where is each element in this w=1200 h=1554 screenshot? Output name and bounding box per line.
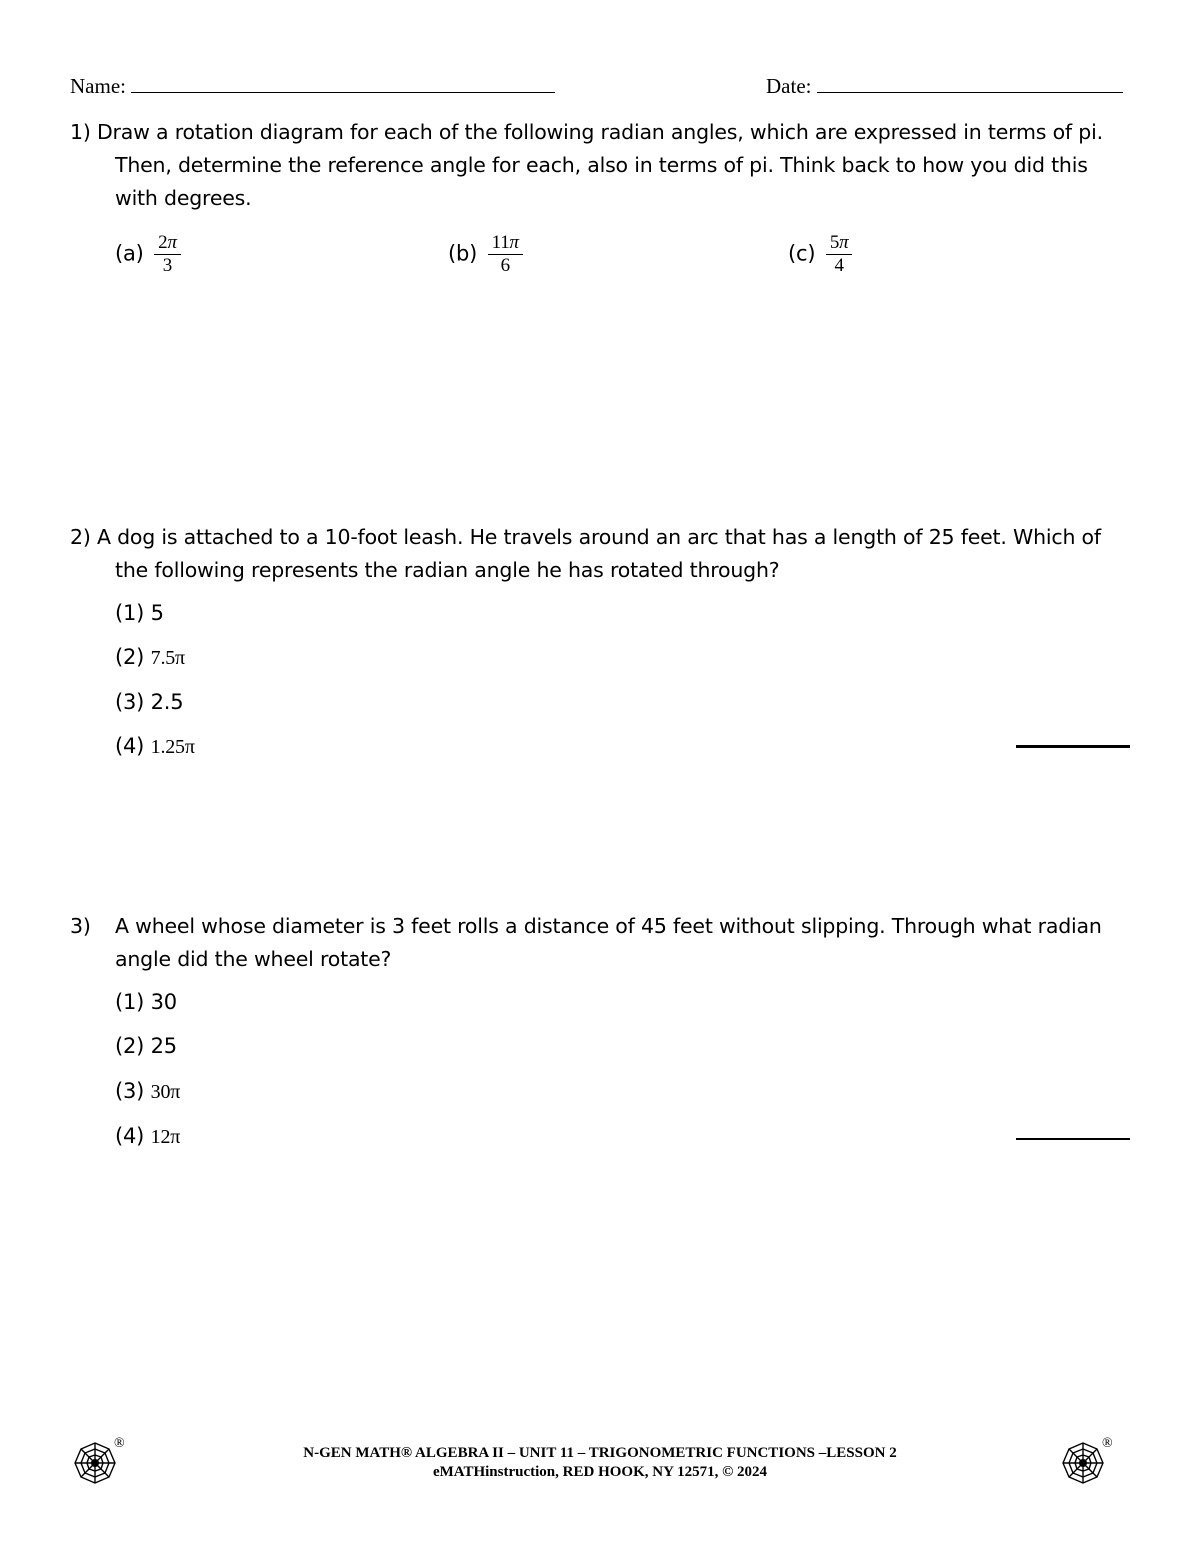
footer-line-2: eMATHinstruction, RED HOOK, NY 12571, © 2024	[432, 1464, 768, 1480]
part-c-label: (c)	[788, 241, 816, 266]
fraction-5pi-over-4: $\frac{5\pi}{4}$	[826, 232, 853, 277]
date-field[interactable]	[766, 74, 1123, 99]
question-1-number: 1)	[70, 120, 91, 144]
name-label: Name:	[70, 74, 126, 98]
question-3-number: 3)	[70, 914, 91, 938]
question-1-text: Draw a rotation diagram for each of the following radian angles, which are expressed in terms of pi. Then, determine the reference angle for each, also in terms of pi. Think back to how you did this with degrees.	[96, 120, 1103, 210]
q2-option-3[interactable]: (3) 2.5	[115, 690, 184, 714]
part-b	[448, 232, 523, 277]
footer	[0, 1444, 1200, 1482]
q2-answer-line[interactable]	[1016, 745, 1130, 748]
q2-option-1[interactable]: (1) 5	[115, 601, 164, 625]
q3-option-2[interactable]: (2) 25	[115, 1034, 177, 1058]
q2-option-4[interactable]: (4) 1.25π	[115, 734, 195, 758]
q3-option-1[interactable]: (1) 30	[115, 990, 177, 1014]
question-2-text: A dog is attached to a 10-foot leash. He travels around an arc that has a length of 25 feet. Which of the following represents the radian angle he has rotated through?	[96, 525, 1101, 582]
web-logo-icon	[72, 1440, 118, 1486]
part-c	[788, 232, 852, 277]
q3-option-3[interactable]: (3) 30π	[115, 1079, 181, 1103]
name-line[interactable]	[131, 76, 555, 93]
left-web-logo	[72, 1436, 125, 1490]
part-a	[115, 232, 181, 277]
fraction-11pi-over-6: $\frac{11\pi}{6}$	[488, 232, 523, 277]
question-2-number: 2)	[70, 525, 91, 549]
q3-answer-line[interactable]	[1016, 1138, 1130, 1140]
name-field[interactable]	[70, 74, 555, 99]
q2-option-2[interactable]: (2) 7.5π	[115, 645, 185, 669]
part-b-label: (b)	[448, 241, 478, 266]
question-3	[70, 910, 1130, 976]
question-3-text: A wheel whose diameter is 3 feet rolls a distance of 45 feet without slipping. Through what radian angle did the wheel rotate?	[115, 914, 1102, 971]
question-2	[70, 521, 1130, 587]
right-web-logo	[1060, 1436, 1113, 1490]
footer-line-1: N-GEN MATH® ALGEBRA II – UNIT 11 – TRIGONOMETRIC FUNCTIONS –LESSON 2	[303, 1445, 897, 1461]
fraction-2pi-over-3: $\frac{2\pi}{3}$	[154, 232, 181, 277]
q3-option-4[interactable]: (4) 12π	[115, 1124, 181, 1148]
web-logo-icon	[1060, 1440, 1106, 1486]
part-a-label: (a)	[115, 241, 144, 266]
right-registered-mark: ®	[1102, 1436, 1113, 1451]
question-1	[70, 116, 1130, 215]
left-registered-mark: ®	[114, 1436, 125, 1451]
date-line[interactable]	[817, 76, 1123, 93]
date-label: Date:	[766, 74, 812, 98]
